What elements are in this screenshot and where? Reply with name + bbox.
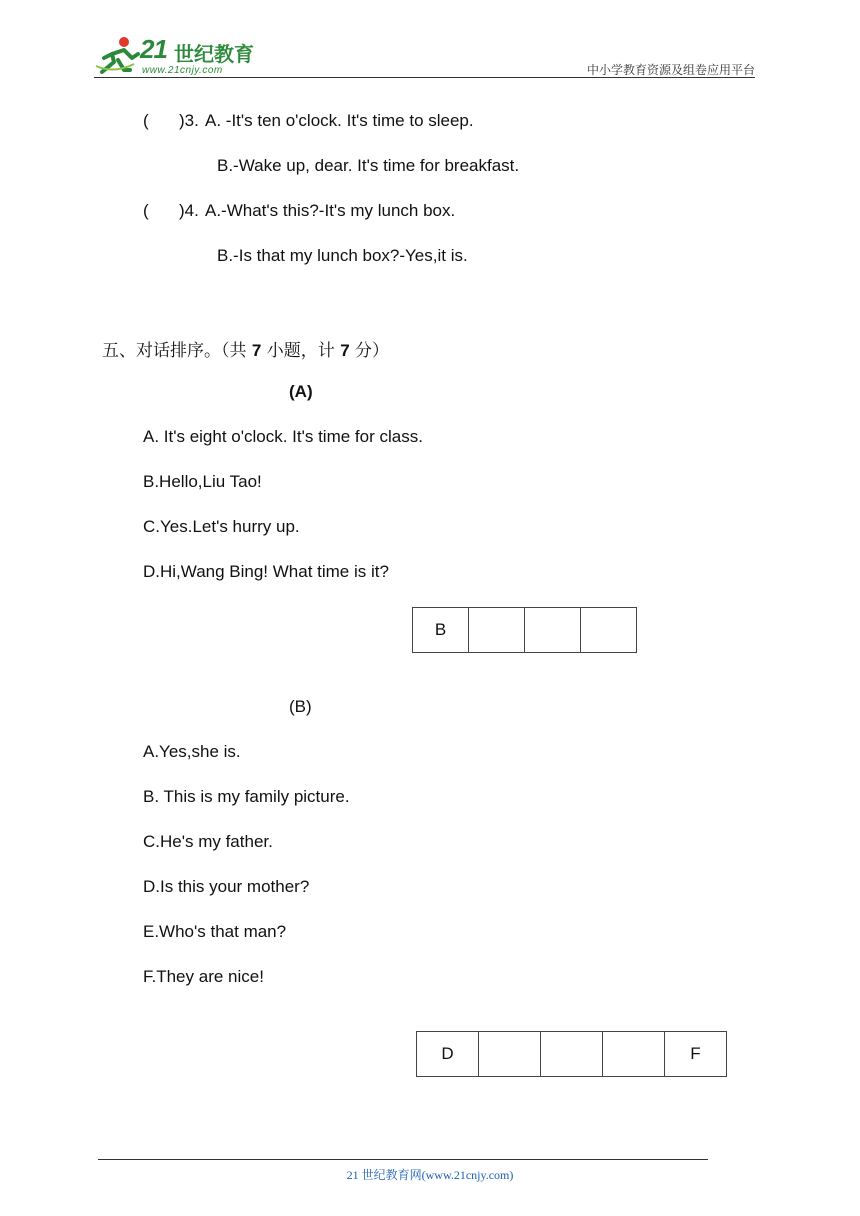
- answer-cell[interactable]: [469, 608, 525, 653]
- dialogue-a-label: (A): [289, 382, 313, 401]
- question-option-b: B.-Wake up, dear. It's time for breakfast.: [217, 156, 520, 175]
- footer-divider: [98, 1159, 708, 1160]
- answer-cell[interactable]: [581, 608, 637, 653]
- dialogue-line: D.Hi,Wang Bing! What time is it?: [143, 562, 389, 581]
- dialogue-line: E.Who's that man?: [143, 922, 287, 941]
- dialogue-line: C.Yes.Let's hurry up.: [143, 517, 300, 536]
- answer-cell[interactable]: F: [665, 1032, 727, 1077]
- answer-cell[interactable]: [479, 1032, 541, 1077]
- logo-url: www.21cnjy.com: [142, 65, 223, 76]
- question-number: )3.: [179, 111, 199, 130]
- running-man-icon: [94, 36, 140, 76]
- dialogue-line: B.Hello,Liu Tao!: [143, 472, 262, 491]
- answer-grid-b: [416, 1031, 727, 1077]
- answer-cell[interactable]: B: [413, 608, 469, 653]
- header-tagline: 中小学教育资源及组卷应用平台: [586, 63, 755, 77]
- answer-cell[interactable]: [525, 608, 581, 653]
- dialogue-line: F.They are nice!: [143, 967, 264, 986]
- section-title: 五、对话排序。（共 7 小题，计 7 分）: [102, 341, 390, 361]
- logo-brand-text: 世纪教育: [174, 42, 254, 66]
- footer-link[interactable]: 21 世纪教育网(www.21cnjy.com): [346, 1168, 514, 1182]
- question-option-a: A.-What's this?-It's my lunch box.: [205, 201, 456, 220]
- header-divider: [94, 77, 755, 78]
- logo-number: 21: [140, 34, 167, 64]
- dialogue-line: D.Is this your mother?: [143, 877, 310, 896]
- dialogue-line: B. This is my family picture.: [143, 787, 350, 806]
- question-bracket-open: (: [143, 111, 149, 130]
- answer-cell[interactable]: D: [417, 1032, 479, 1077]
- question-option-b: B.-Is that my lunch box?-Yes,it is.: [217, 246, 468, 265]
- dialogue-line: A.Yes,she is.: [143, 742, 241, 761]
- answer-grid-a: [412, 607, 637, 653]
- question-bracket-open: (: [143, 201, 149, 220]
- dialogue-line: A. It's eight o'clock. It's time for class.: [143, 427, 423, 446]
- site-logo: [94, 34, 264, 78]
- dialogue-line: C.He's my father.: [143, 832, 273, 851]
- question-option-a: A. -It's ten o'clock. It's time to sleep.: [205, 111, 474, 130]
- answer-cell[interactable]: [541, 1032, 603, 1077]
- dialogue-b-label: (B): [289, 697, 312, 716]
- question-number: )4.: [179, 201, 199, 220]
- answer-cell[interactable]: [603, 1032, 665, 1077]
